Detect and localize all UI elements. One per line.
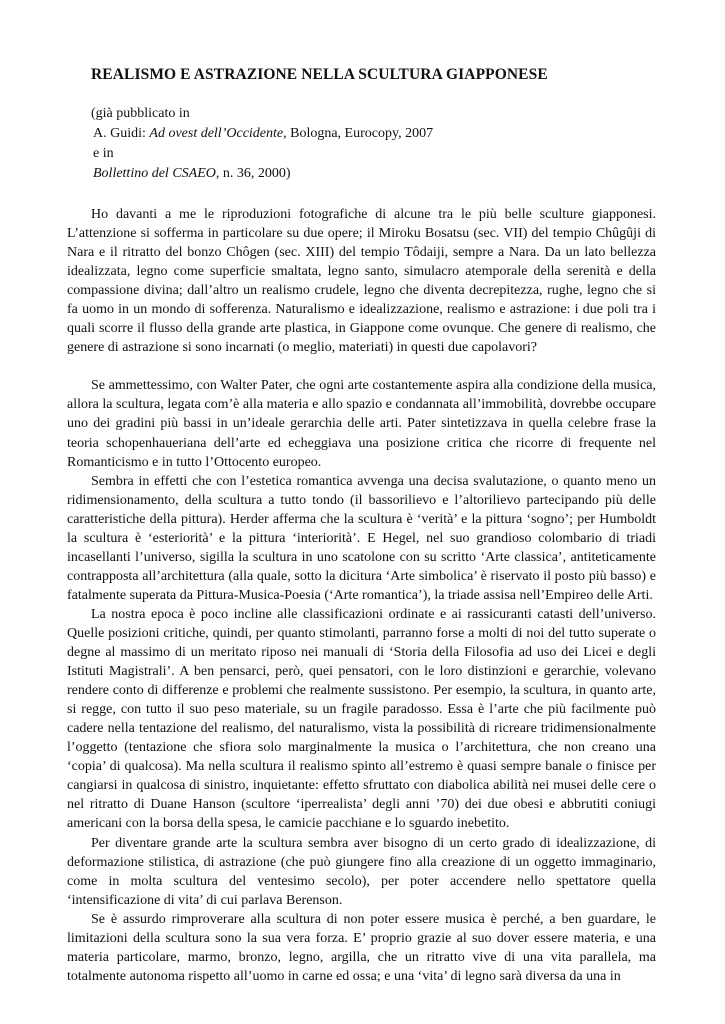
publication-author: A. Guidi: xyxy=(93,126,150,141)
publication-book-title: Ad ovest dell’Occidente xyxy=(149,126,284,141)
publication-line-1: (già pubblicato in xyxy=(91,106,190,121)
body-paragraph: La nostra epoca è poco incline alle classificazioni ordinate e ai rassicuranti catasti dell’universo. Quelle posizioni critiche, quindi, per quanto stimolanti, parranno forse a molti di noi del tutto superate o degne al massimo di un meritato riposo nei manuali di ‘Storia della Filosofia ad uso dei Licei e degli Istituti Magistrali’. A ben pensarci, però, quei pensatori, con le loro distinzioni e gerarchie, volevano rendere conto di differenze e problemi che realmente sussistono. Per esempio, la scultura, in quanto arte, si regge, con tutto il suo peso materiale, su un fragile paradosso. Essa è l’arte che più facilmente può cadere nella tentazione del realismo, del naturalismo, vista la possibilità di ricreare tridimensionalmente l’oggetto (tentazione che sfiora solo marginalmente la musica o l’architettura, che non creano una ‘copia’ di qualcosa). Ma nella scultura il realismo spinto all’estremo è quasi sempre banale o finisce per cangiarsi in qualcosa di sinistro, inquietante: effetto sfruttato con diabolica abilità nei musei delle cere o nel ritratto di Duane Hanson (scultore ‘iperrealista’ degli anni ’70) dei due obesi e abbrutiti coniugi americani con la borsa della spesa, le camicie pacchiane e lo sguardo inebetito. xyxy=(67,606,656,832)
body-paragraph: Se è assurdo rimproverare alla scultura di non poter essere musica è perché, a ben guardare, le limitazioni della scultura sono la sua vera forza. E’ proprio grazie al suo dover essere materia, e una materia particolare, marmo, bronzo, legno, argilla, che un ritratto vive di una vita parallela, ma totalmente autonoma rispetto all’uomo in carne ed ossa; e una ‘vita’ di legno sarà diversa da una in xyxy=(67,911,656,984)
publication-journal-details: , n. 36, 2000) xyxy=(215,166,291,181)
body-paragraph: Per diventare grande arte la scultura sembra aver bisogno di un certo grado di idealizzazione, di deformazione stilistica, di astrazione (che può giungere fino alla creazione di un oggetto immaginario, come in molta scultura del ventesimo secolo), per poter accendere nello spettatore quella ‘intensificazione di vita’ di cui parlava Berenson. xyxy=(67,835,656,908)
body-paragraph: Sembra in effetti che con l’estetica romantica avvenga una decisa svalutazione, o quanto meno un ridimensionamento, della scultura a tutto tondo (il bassorilievo e l’altorilievo partecipando più delle caratteristiche della pittura). Herder afferma che la scultura è ‘verità’ e la pittura ‘sogno’; per Humboldt la scultura è ‘esteriorità’ e la pittura ‘interiorità’. E Hegel, nel suo grandioso colombario di triadi incasellanti l’universo, sigilla la scultura in uno scatolone con su scritto ‘Arte classica’, antiteticamente contrapposta all’architettura (alla quale, sotto la dicitura ‘Arte simbolica’ è riservato il posto più basso) e fatalmente superata da Pittura-Musica-Poesia (‘Arte romantica’), la triade assisa nell’Empireo delle Arti. xyxy=(67,473,656,603)
body-paragraph: Se ammettessimo, con Walter Pater, che ogni arte costantemente aspira alla condizione della musica, allora la scultura, legata com’è alla materia e allo spazio e condannata all’immobilità, dovrebbe occupare uno dei gradini più bassi in un’ideale gerarchia delle arti. Pater sintetizzava in quella celebre frase la teoria schopenhaueriana dell’arte ed echeggiava una posizione critica che ricorre di frequente nel Romanticismo e in tutto l’Ottocento europeo. xyxy=(67,378,656,470)
body-paragraph: Ho davanti a me le riproduzioni fotografiche di alcune tra le più belle sculture giapponesi. L’attenzione si sofferma in particolare su due opere; il Miroku Bosatsu (sec. VII) del tempio Chûgûji di Nara e il ritratto del bonzo Chôgen (sec. XIII) del tempio Tôdaiji, sempre a Nara. Da un lato bellezza idealizzata, legno come superficie smaltata, legno santo, simulacro atemporale della serenità e della compassione divina; dall’altro un realismo crudele, legno che diventa decrepitezza, rughe, legno che si fa uomo in un mondo di sofferenza. Naturalismo e idealizzazione, realismo e astrazione: i due poli tra i quali scorre il flusso della grande arte plastica, in Giappone come ovunque. Che genere di realismo, che genere di astrazione si sono incarnati (o meglio, materiati) in questi due capolavori? xyxy=(67,207,656,356)
publication-line-2 xyxy=(91,124,651,144)
publication-journal-title: Bollettino del CSAEO xyxy=(93,166,216,181)
publication-line-3: e in xyxy=(93,146,114,161)
publication-note xyxy=(91,104,651,184)
publication-line-4 xyxy=(91,164,651,184)
page-title: REALISMO E ASTRAZIONE NELLA SCULTURA GIAPPONESE xyxy=(91,66,548,83)
publication-book-details: , Bologna, Eurocopy, 2007 xyxy=(283,126,434,141)
article-body xyxy=(67,205,656,986)
